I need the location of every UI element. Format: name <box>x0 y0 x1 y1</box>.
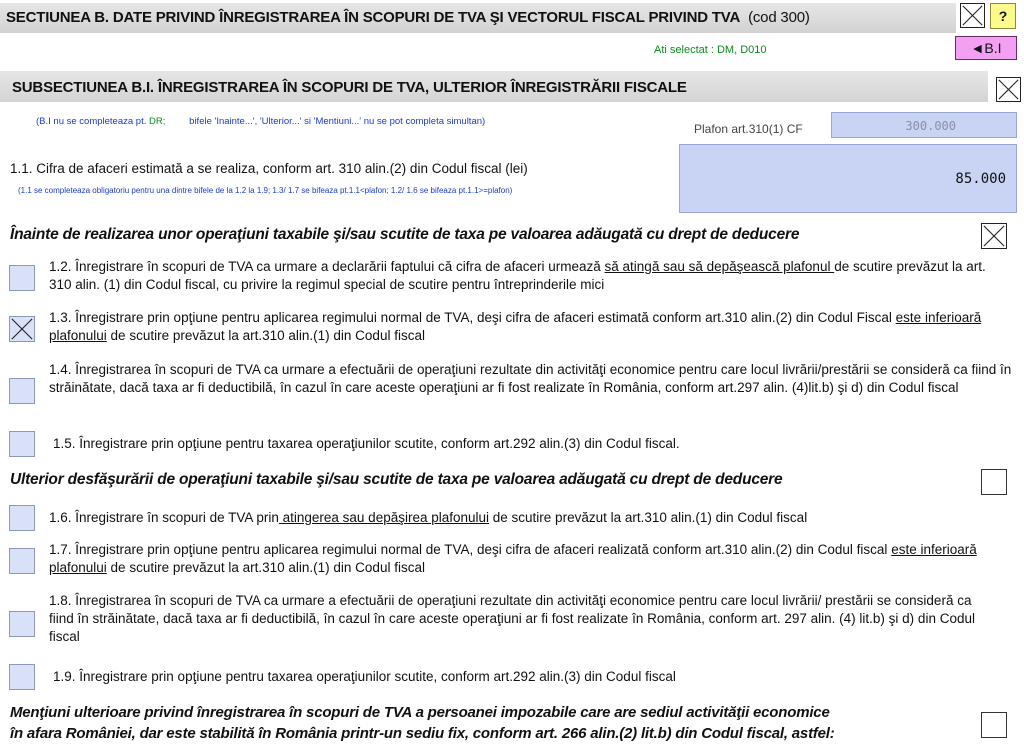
option-1-3-underlined: este inferioară plafonului <box>49 310 982 343</box>
plafon-field: 300.000 <box>831 112 1017 138</box>
checkbox-1-4[interactable] <box>9 378 35 404</box>
option-1-2-text-end: de scutire prevăzut la art. 310 alin. (1) din Codul fiscal, cu privire la regimul special de scutire pentru întreprinderile mici <box>49 259 986 292</box>
section-title-text: SECTIUNEA B. DATE PRIVIND ÎNREGISTRAREA ÎN SCOPURI DE TVA ŞI VECTORUL FISCAL PRIVIND TVA <box>6 9 741 26</box>
option-1-8: 1.8. Înregistrarea în scopuri de TVA ca urmare a efectuării de operaţiuni rezultate din activităţi economice pentru care locul livrării/ prestării se consideră ca fiind în străinătate, dacă taxa ar fi deductibilă, în cazul în care aceste operaţiuni ar fi fost realizate în România, conform art. 297 alin. (4) lit.b) şi d) din Codul fiscal <box>49 593 975 644</box>
checkbox-1-7[interactable] <box>9 548 35 574</box>
heading-mentiuni-line2: în afara României, dar este stabilită în România printr-un sediu fix, conform art. 266 alin.(2) lit.b) din Codul fiscal, astfel: <box>10 725 835 742</box>
checkbox-1-5[interactable] <box>9 431 35 457</box>
option-1-4: 1.4. Înregistrarea în scopuri de TVA ca urmare a efectuării de operaţiuni rezultate din activităţi economice pentru care locul livrării/prestării se consideră ca fiind în străinătate, dacă taxa ar fi deductibilă, în cazul în care aceste operaţiuni ar fi fost realizate în România, conform art.297 alin. (4)lit.b) şi d) din Codul fiscal <box>49 362 1012 395</box>
heading-ulterior: Ulterior desfăşurării de operaţiuni taxabile şi/sau scutite de taxa pe valoarea adăugată cu drept de deducere <box>10 471 783 488</box>
option-1-5: 1.5. Înregistrare prin opţiune pentru taxarea operaţiunilor scutite, conform art.292 alin.(3) din Codul fiscal. <box>53 436 680 451</box>
checkbox-1-9[interactable] <box>9 664 35 690</box>
section-checkbox[interactable] <box>960 3 985 28</box>
checkbox-ulterior[interactable] <box>981 469 1007 495</box>
subsection-checkbox[interactable] <box>996 77 1021 102</box>
option-1-2-underlined: să atingă sau să depăşească plafonul <box>604 259 835 274</box>
section-title <box>6 9 810 26</box>
cifra-afaceri-label: 1.1. Cifra de afaceri estimată a se realiza, conform art. 310 alin.(2) din Codul fiscal (lei) <box>10 161 528 176</box>
cifra-afaceri-input[interactable]: 85.000 <box>679 144 1017 213</box>
subsection-note <box>36 116 485 127</box>
heading-inainte: Înainte de realizarea unor operaţiuni taxabile şi/sau scutite de taxa pe valoarea adăugată cu drept de deducere <box>10 226 800 243</box>
back-to-bi-button[interactable]: ◄B.I <box>955 36 1017 60</box>
checkbox-1-2[interactable] <box>9 265 35 291</box>
help-button[interactable]: ? <box>990 3 1016 29</box>
option-1-3-text-end: de scutire prevăzut la art.310 alin.(1) din Codul fiscal <box>106 328 425 343</box>
checkbox-1-3[interactable] <box>9 316 35 342</box>
checkbox-1-8[interactable] <box>9 611 35 637</box>
note-dr: DR; <box>149 116 166 127</box>
option-1-6 <box>49 509 1009 527</box>
subsection-title: SUBSECTIUNEA B.I. ÎNREGISTRAREA ÎN SCOPURI DE TVA, ULTERIOR ÎNREGISTRĂRII FISCALE <box>12 79 687 96</box>
checkbox-1-6[interactable] <box>9 505 35 531</box>
checkbox-mentiuni[interactable] <box>981 712 1007 738</box>
note-part-a: (B.I nu se completeaza pt. <box>36 116 147 127</box>
cifra-afaceri-note: (1.1 se completeaza obligatoriu pentru una dintre bifele de la 1.2 la 1.9; 1.3/ 1.7 se bifeaza pt.1.1<plafon; 1.2/ 1.6 se bifeaza pt.1.1>=plafon) <box>18 186 513 195</box>
selected-text: Ati selectat : DM, D010 <box>654 44 767 56</box>
x-mark-icon <box>10 317 34 341</box>
plafon-label: Plafon art.310(1) CF <box>694 122 803 136</box>
option-1-7-text: 1.7. Înregistrare prin opţiune pentru aplicarea regimului normal de TVA, deşi cifra de afaceri realizată conform art.310 alin.(2) din Codul fiscal <box>49 542 892 557</box>
option-1-9: 1.9. Înregistrare prin opţiune pentru taxarea operaţiunilor scutite, conform art.292 alin.(3) din Codul fiscal <box>53 669 676 684</box>
heading-mentiuni: Menţiuni ulterioare privind înregistrarea în scopuri de TVA a persoanei impozabile care are sediul activităţii economice <box>10 704 830 721</box>
x-mark-icon <box>961 4 984 27</box>
option-1-7 <box>49 541 997 577</box>
x-mark-icon <box>997 78 1020 101</box>
option-1-2 <box>49 258 989 294</box>
checkbox-inainte[interactable] <box>981 223 1007 249</box>
option-1-3-text: 1.3. Înregistrare prin opţiune pentru aplicarea regimului normal de TVA, deşi cifra de afaceri estimată conform art.310 alin.(2) din Codul Fiscal <box>49 310 896 325</box>
option-1-3 <box>49 309 1004 345</box>
x-mark-icon <box>982 224 1006 248</box>
option-1-7-underlined: este inferioară plafonului <box>49 542 977 575</box>
option-1-6-text-end: de scutire prevăzut la art.310 alin.(1) din Codul fiscal <box>489 510 808 525</box>
option-1-6-underlined: atingerea sau depăşirea plafonului <box>278 510 490 525</box>
option-1-2-text: 1.2. Înregistrare în scopuri de TVA ca urmare a declarării faptului că cifra de afaceri urmează <box>49 259 605 274</box>
option-1-6-text: 1.6. Înregistrare în scopuri de TVA prin <box>49 510 279 525</box>
section-code: (cod 300) <box>748 9 810 26</box>
option-1-7-text-end: de scutire prevăzut la art.310 alin.(1) din Codul fiscal <box>106 560 425 575</box>
note-part-b: bifele 'Inainte...', 'Ulterior...' si 'Mentiuni...' nu se pot completa simultan) <box>189 116 486 127</box>
